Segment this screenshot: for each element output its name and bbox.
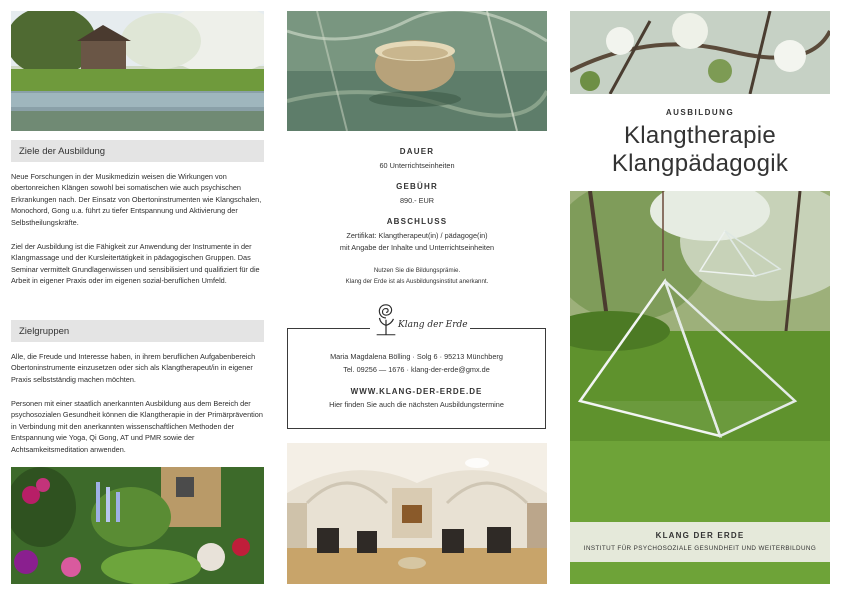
contact-address: Maria Magdalena Bölling · Solg 6 · 95213 Münchberg bbox=[330, 352, 503, 361]
website-subtext: Hier finden Sie auch die nächsten Ausbildungstermine bbox=[329, 400, 504, 409]
bildungspraemie-note-1: Nutzen Sie die Bildungsprämie. bbox=[373, 267, 461, 274]
contact-box bbox=[287, 328, 546, 429]
logo bbox=[370, 296, 470, 342]
zielgruppen-heading bbox=[11, 320, 264, 342]
zielgruppen-paragraph-2: Personen mit einer staatlich anerkannten Ausbildung aus dem Bereich der psychosozialen Gesundheit können die Klangtherapie in der Primärprävention in Verbindung mit den anerkannten wissenschaftlichen Methoden der Entspannung wie Yoga, Qi Gong, AT und PMR sowie der Achtsamkeitsmeditation anwenden. bbox=[11, 399, 263, 454]
footer-title: KLANG DER ERDE bbox=[655, 531, 745, 540]
logo-text: Klang der Erde bbox=[398, 320, 468, 330]
kicker-ausbildung: AUSBILDUNG bbox=[665, 108, 735, 117]
ziele-paragraph-1: Neue Forschungen in der Musikmedizin weisen die Wirkungen von obertonreichen Klängen sowohl bei somatischen wie auch psychischen Erkrankungen nach. Der Einsatz von Obertoninstrumenten wie Klangschalen, Monochord, Gong u.a. führt zu tiefer Entspannung und Aktivierung der Selbstheilungskräfte. bbox=[11, 172, 262, 227]
gebuehr-label: GEBÜHR bbox=[396, 182, 438, 191]
tree-spiral-icon bbox=[372, 296, 400, 338]
ziele-paragraph-2: Ziel der Ausbildung ist die Fähigkeit zur Anwendung der Instrumente in der Klangmassage und der Kursleitertätigkeit in pädagogischen Gruppen. Das Seminar vermittelt Grundlagenwissen und sensibilisiert und qualifiziert für die Arbeit in eigener Praxis oder im eigenen sozial-beruflichen Umfeld. bbox=[11, 242, 260, 286]
website-link[interactable]: WWW.KLANG-DER-ERDE.DE bbox=[350, 387, 483, 396]
photo-singing-bowl bbox=[287, 11, 547, 131]
dauer-value: 60 Unterrichtseinheiten bbox=[379, 161, 455, 170]
dauer-label: DAUER bbox=[399, 147, 435, 156]
zielgruppen-paragraph-1: Alle, die Freude und Interesse haben, in ihrem beruflichen Aufgabenbereich Obertoninstrumente einzusetzen oder sich als Klangtherapeut/in in eigener Praxis selbstständig machen möchten. bbox=[11, 352, 256, 384]
ziele-heading-text: Ziele der Ausbildung bbox=[19, 145, 106, 157]
ziele-heading bbox=[11, 140, 264, 162]
photo-seminar-room bbox=[287, 443, 547, 584]
footer-banner bbox=[570, 522, 830, 562]
bildungspraemie-note-2: Klang der Erde ist als Ausbildungsinstitut anerkannt. bbox=[345, 278, 489, 285]
footer-subtitle: INSTITUT FÜR PSYCHOSOZIALE GESUNDHEIT UND WEITERBILDUNG bbox=[583, 545, 817, 552]
title-line-1: Klangtherapie bbox=[623, 122, 776, 149]
contact-phone-email: Tel. 09256 — 1676 · klang-der-erde@gmx.de bbox=[343, 365, 490, 374]
zielgruppen-heading-text: Zielgruppen bbox=[19, 325, 70, 337]
photo-flower-garden bbox=[11, 467, 264, 584]
title-line-2: Klangpädagogik bbox=[611, 150, 789, 177]
abschluss-label: ABSCHLUSS bbox=[386, 217, 448, 226]
photo-pond-garden bbox=[11, 11, 264, 131]
gebuehr-value: 890.- EUR bbox=[399, 196, 435, 205]
abschluss-line-1: Zertifikat: Klangtherapeut(in) / pädagoge(in) bbox=[346, 231, 488, 240]
abschluss-line-2: mit Angabe der Inhalte und Unterrichtseinheiten bbox=[339, 243, 495, 252]
photo-blossom-tree bbox=[570, 11, 830, 94]
